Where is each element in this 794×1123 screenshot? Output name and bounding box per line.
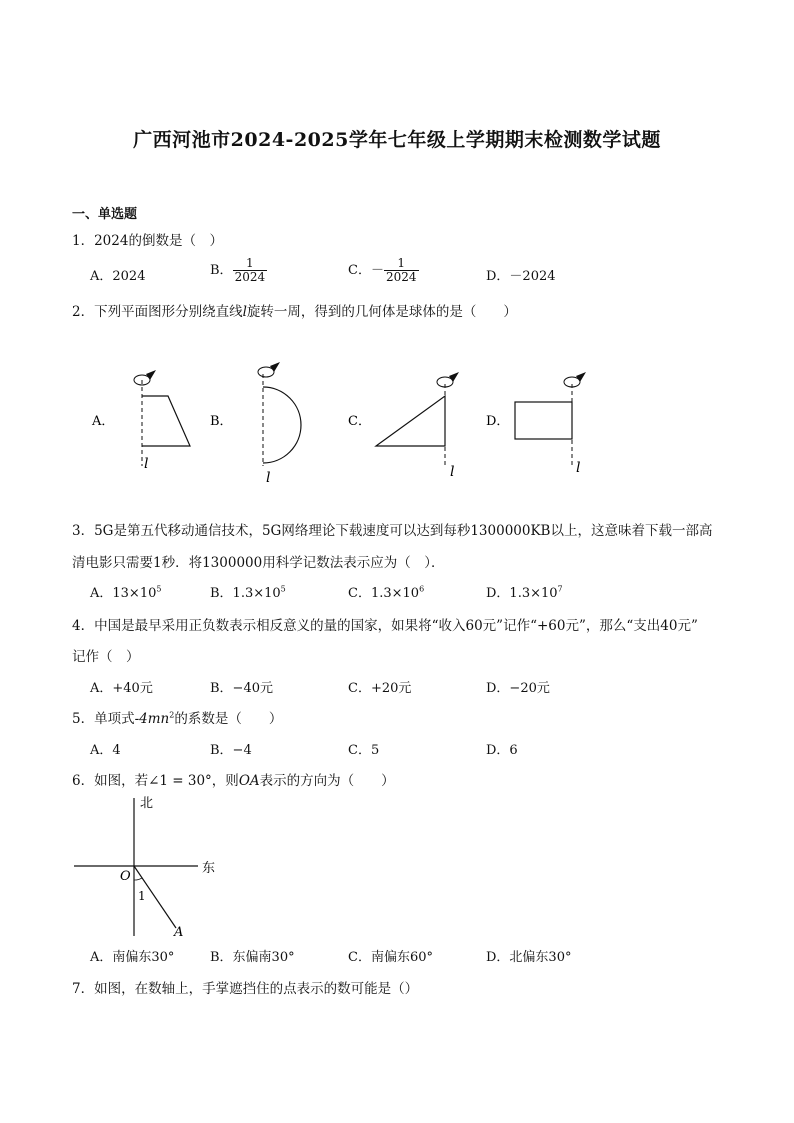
q5-stem-part-a: 5．单项式 <box>72 711 135 727</box>
q6-option-b: B．东偏南30° <box>210 950 295 965</box>
q6-stem-part-b: 表示的方向为（ ） <box>259 773 395 789</box>
east-label: 东 <box>202 861 216 876</box>
q4-option-d: D．−20元 <box>486 681 550 696</box>
q1-option-c-fraction <box>384 257 419 284</box>
q3-option-c <box>348 582 424 601</box>
q5-monomial: -4mn <box>134 711 170 727</box>
q1-option-a: A．2024 <box>90 269 146 284</box>
angle-1-label: 1 <box>138 889 146 903</box>
q3-option-c-exponent: 6 <box>419 584 425 594</box>
q2-label-c: C． <box>348 414 371 429</box>
q2-stem-part-a: 2．下列平面图形分别绕直线 <box>72 304 243 320</box>
axis-label-l: l <box>266 470 271 486</box>
q5-stem-part-b: 的系数是（ ） <box>174 711 283 727</box>
q2-figure-a-trapezoid <box>134 370 190 472</box>
q2-label-b: B． <box>210 414 233 429</box>
section-heading: 一、单选题 <box>72 207 138 222</box>
question-1-stem: 1．2024的倒数是（ ） <box>72 233 223 249</box>
question-3-line-1: 3．5G是第五代移动通信技术，5G网络理论下载速度可以达到每秒1300000KB以上，这意味着下载一部高 <box>72 523 713 539</box>
q1-option-b-prefix: B． <box>210 263 233 278</box>
question-2-stem <box>72 300 517 320</box>
q4-option-a: A．+40元 <box>90 681 153 696</box>
q2-figures <box>80 360 620 490</box>
q3-option-c-base: C．1.3×10 <box>348 586 420 601</box>
q3-option-a <box>90 582 161 601</box>
fraction-denominator: 2024 <box>234 270 266 284</box>
question-7-stem: 7．如图，在数轴上，手掌遮挡住的点表示的数可能是（） <box>72 981 419 997</box>
q6-ray-oa: OA <box>238 773 260 789</box>
q3-option-d <box>486 582 563 601</box>
q3-option-a-exponent: 5 <box>156 584 162 594</box>
question-5-stem <box>72 707 282 727</box>
q2-figure-d-rectangle <box>515 372 586 476</box>
q6-direction-figure <box>70 790 230 940</box>
q6-option-d: D．北偏东30° <box>486 950 572 965</box>
q5-option-b: B．−4 <box>210 743 252 758</box>
q1-option-b-fraction <box>233 257 268 284</box>
question-3-line-2: 清电影只需要1秒．将1300000用科学记数法表示应为（ ）． <box>72 555 445 571</box>
origin-label: O <box>120 869 131 884</box>
q2-label-a: A． <box>92 414 115 429</box>
q1-option-c-prefix: C．－ <box>348 263 384 278</box>
q1-option-d: D．－2024 <box>486 269 556 284</box>
q5-option-c: C．5 <box>348 743 380 758</box>
question-4-line-1: 4．中国是最早采用正负数表示相反意义的量的国家，如果将“收入60元”记作“+60元”，那么“支出40元” <box>72 618 698 634</box>
question-4-line-2: 记作（ ） <box>72 649 140 665</box>
q3-option-b-base: B．1.3×10 <box>210 586 281 601</box>
q3-option-b-exponent: 5 <box>280 584 286 594</box>
axis-label-l: l <box>144 456 149 472</box>
q1-option-b <box>210 257 267 284</box>
q5-option-d: D．6 <box>486 743 518 758</box>
q4-option-c: C．+20元 <box>348 681 412 696</box>
q6-stem-part-a: 6．如图，若∠1 = 30°，则 <box>72 773 239 789</box>
q6-option-a: A．南偏东30° <box>90 950 175 965</box>
fraction-denominator: 2024 <box>385 270 417 284</box>
point-a-label: A <box>174 925 184 940</box>
fraction-numerator: 1 <box>397 256 406 270</box>
q3-option-a-base: A．13×10 <box>90 586 157 601</box>
rotation-arrow-icon <box>564 372 586 387</box>
q2-label-d: D． <box>486 414 510 429</box>
q6-option-c: C．南偏东60° <box>348 950 433 965</box>
question-6-stem <box>72 769 395 789</box>
rotation-arrow-icon <box>437 372 459 387</box>
north-label: 北 <box>140 796 154 811</box>
q2-figure-c-triangle <box>376 372 459 480</box>
q3-option-d-exponent: 7 <box>557 584 563 594</box>
rotation-arrow-icon <box>258 362 280 377</box>
q2-figure-b-semicircle <box>258 362 301 486</box>
angle-1-arc <box>134 878 142 880</box>
axis-label-l: l <box>576 460 581 476</box>
q3-option-b <box>210 582 286 601</box>
q2-stem-part-b: 旋转一周，得到的几何体是球体的是（ ） <box>246 304 517 320</box>
axis-label-l: l <box>450 464 455 480</box>
q5-monomial-exponent: 2 <box>169 710 175 720</box>
q2-stem-variable: l <box>242 304 247 320</box>
q1-option-c <box>348 257 419 284</box>
rotation-arrow-icon <box>134 370 156 385</box>
q4-option-b: B．−40元 <box>210 681 273 696</box>
page-title: 广西河池市2024-2025学年七年级上学期期末检测数学试题 <box>133 129 661 151</box>
q3-option-d-base: D．1.3×10 <box>486 586 558 601</box>
fraction-numerator: 1 <box>246 256 254 270</box>
q5-option-a: A．4 <box>90 743 121 758</box>
